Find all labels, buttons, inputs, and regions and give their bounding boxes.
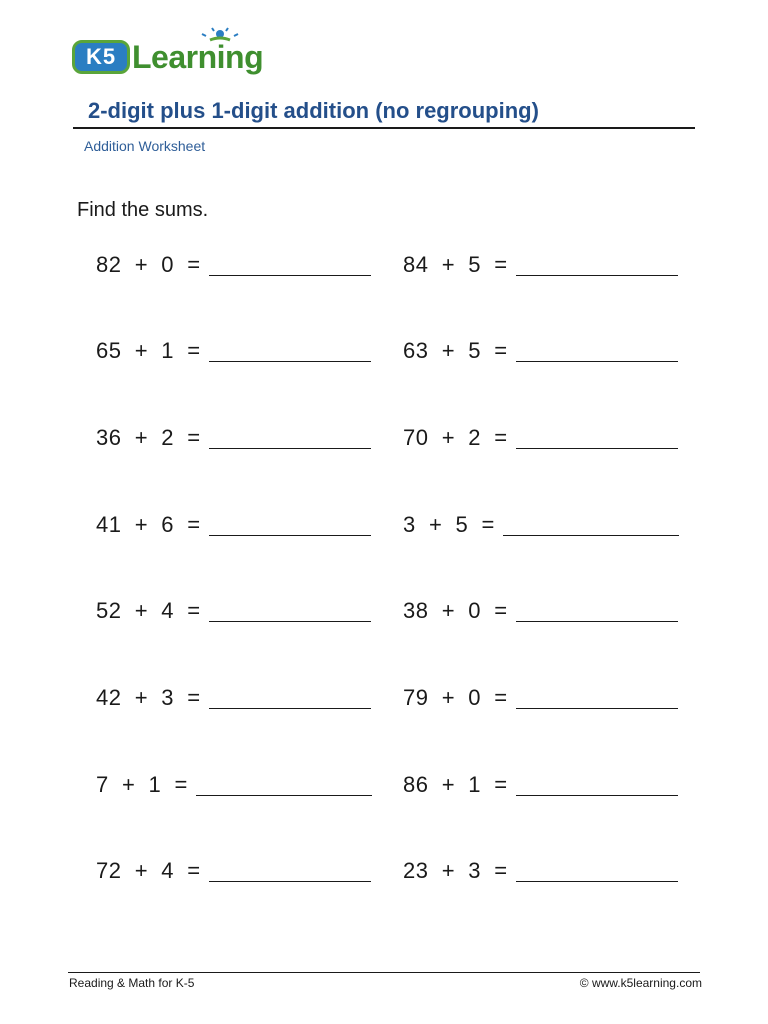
- problem-expression: 84 + 5 =: [403, 252, 508, 277]
- problem-expression: 63 + 5 =: [403, 338, 508, 363]
- answer-blank[interactable]: [196, 795, 372, 796]
- problem-left-5: [96, 594, 371, 624]
- answer-blank[interactable]: [503, 535, 679, 536]
- answer-blank[interactable]: [209, 621, 371, 622]
- problem-right-4: [403, 508, 679, 538]
- problem-left-2: [96, 334, 371, 364]
- answer-blank[interactable]: [209, 535, 371, 536]
- problem-left-7: [96, 768, 372, 798]
- answer-blank[interactable]: [209, 881, 371, 882]
- problem-left-1: [96, 248, 371, 278]
- logo-k5-badge: K5: [72, 40, 130, 74]
- problem-right-7: [403, 768, 678, 798]
- worksheet-subtitle: Addition Worksheet: [84, 138, 206, 154]
- problem-expression: 72 + 4 =: [96, 858, 201, 883]
- answer-blank[interactable]: [209, 361, 371, 362]
- worksheet-title: 2-digit plus 1-digit addition (no regrouping): [88, 98, 539, 123]
- answer-blank[interactable]: [516, 361, 678, 362]
- problem-expression: 70 + 2 =: [403, 425, 508, 450]
- instructions: Find the sums.: [77, 199, 209, 221]
- problem-right-6: [403, 681, 678, 711]
- k5-learning-logo: [70, 26, 270, 82]
- problem-expression: 23 + 3 =: [403, 858, 508, 883]
- answer-blank[interactable]: [516, 881, 678, 882]
- problem-left-8: [96, 854, 371, 884]
- problem-right-8: [403, 854, 678, 884]
- problem-expression: 86 + 1 =: [403, 772, 508, 797]
- problem-right-2: [403, 334, 678, 364]
- answer-blank[interactable]: [516, 275, 678, 276]
- answer-blank[interactable]: [209, 275, 371, 276]
- problem-expression: 82 + 0 =: [96, 252, 201, 277]
- problem-expression: 65 + 1 =: [96, 338, 201, 363]
- footer-copyright-link[interactable]: © www.k5learning.com: [579, 976, 702, 990]
- problem-expression: 42 + 3 =: [96, 685, 201, 710]
- answer-blank[interactable]: [516, 448, 678, 449]
- problem-expression: 36 + 2 =: [96, 425, 201, 450]
- problem-left-3: [96, 421, 371, 451]
- problem-expression: 79 + 0 =: [403, 685, 508, 710]
- answer-blank[interactable]: [209, 708, 371, 709]
- answer-blank[interactable]: [209, 448, 371, 449]
- problem-left-6: [96, 681, 371, 711]
- problem-expression: 3 + 5 =: [403, 512, 495, 537]
- problem-expression: 41 + 6 =: [96, 512, 201, 537]
- problem-left-4: [96, 508, 371, 538]
- problem-right-3: [403, 421, 678, 451]
- footer-tagline: Reading & Math for K-5: [69, 976, 195, 990]
- logo-wordmark: Learning: [132, 39, 264, 75]
- answer-blank[interactable]: [516, 621, 678, 622]
- answer-blank[interactable]: [516, 708, 678, 709]
- problem-expression: 7 + 1 =: [96, 772, 188, 797]
- problem-expression: 52 + 4 =: [96, 598, 201, 623]
- problem-right-5: [403, 594, 678, 624]
- answer-blank[interactable]: [516, 795, 678, 796]
- title-divider: [73, 127, 695, 129]
- footer-divider: [68, 972, 700, 973]
- problem-expression: 38 + 0 =: [403, 598, 508, 623]
- problem-right-1: [403, 248, 678, 278]
